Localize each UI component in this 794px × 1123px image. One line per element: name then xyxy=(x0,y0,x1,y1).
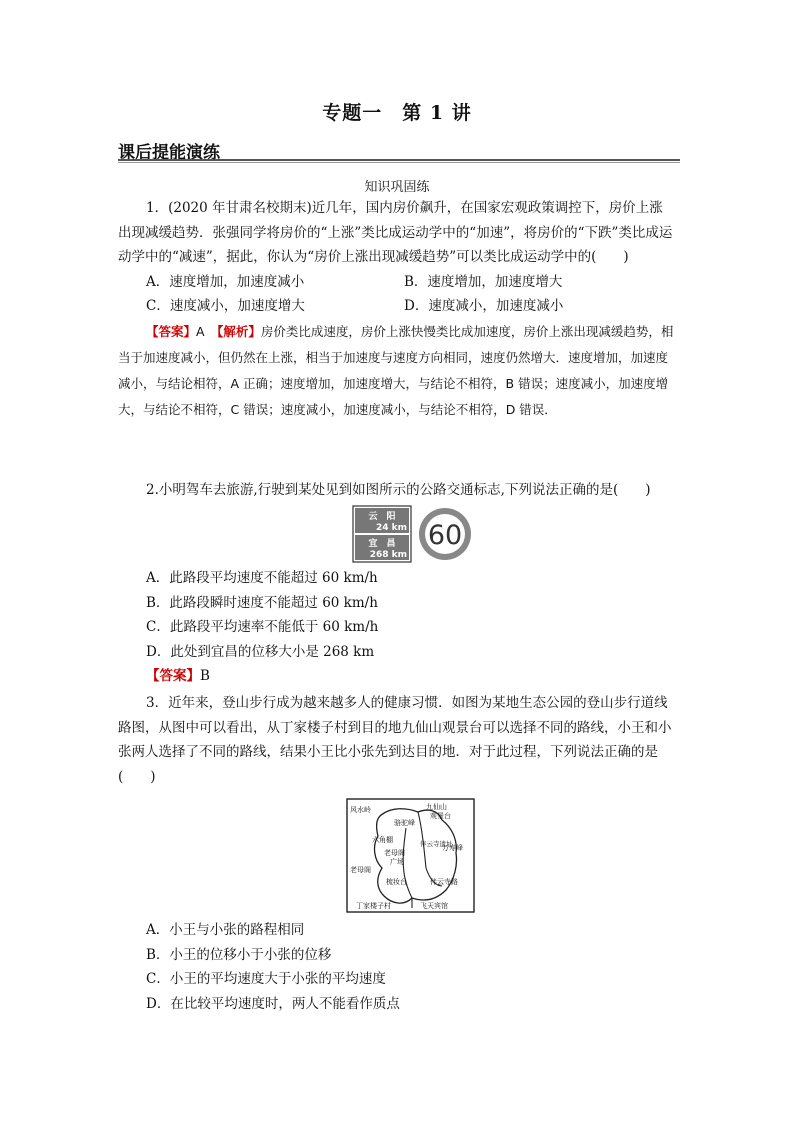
map-label-liujiaopeng: 六角棚 xyxy=(372,836,393,844)
sign-city-2: 宜 昌 xyxy=(368,539,396,549)
section-heading: 课后提能演练 xyxy=(118,143,220,163)
question-1-option-c: C．速度减小，加速度增大 xyxy=(146,298,305,314)
map-label-dingjialouzi: 丁家楼子村 xyxy=(356,902,391,910)
question-2-answer: B xyxy=(200,668,210,684)
sign-distance-2: 268 km xyxy=(369,550,407,560)
question-2 xyxy=(118,478,674,503)
section-divider xyxy=(118,159,680,163)
traffic-sign-svg xyxy=(352,505,472,563)
trail-map-figure xyxy=(346,798,476,914)
question-1-options-row-2 xyxy=(118,294,674,319)
question-2-option-b: B．此路段瞬时速度不能超过 60 km/h xyxy=(146,594,378,611)
question-2-options xyxy=(118,566,674,689)
map-label-banyunsi-road: 伴云寺路 xyxy=(430,878,458,886)
question-2-option-a: A．此路段平均速度不能超过 60 km/h xyxy=(146,570,378,586)
question-3 xyxy=(118,691,674,789)
analysis-tag: 【解析】 xyxy=(217,323,261,339)
question-3-options xyxy=(118,918,674,1016)
question-1-stem: 1．(2020 年甘肃名校期末)近几年，国内房价飙升，在国家宏观政策调控下，房价上涨出现减缓趋势．张强同学将房价的“上涨”类比成运动学中的“加速”，将房价的“下跌”类比成运动学中的“减速”，据此，你认为“房价上涨出现减缓趋势”可以类比成运动学中的( ) xyxy=(118,200,673,265)
map-label-fengshuiling: 风水岭 xyxy=(350,806,371,814)
question-1-analysis: 房价类比成速度，房价上涨快慢类比成加速度，房价上涨出现减缓趋势，相当于加速度减小，但仍然在上涨，相当于加速度与速度方向相同，速度仍然增大．速度增加，加速度减小，与结论相符，A 正确；速度增加，加速度增大，与结论不相符，B 错误；速度减小，加速度增大，与结论不相符，C 错误；速度减小，加速度减小，与结论不相符，D 错误． xyxy=(118,323,674,417)
question-3-stem: 3．近年来，登山步行成为越来越多人的健康习惯．如图为某地生态公园的登山步行道线路图，从图中可以看出，从丁家楼子村到目的地九仙山观景台可以选择不同的路线，小王和小张两人选择了不同的路线，结果小王比小张先到达目的地．对于此过程，下列说法正确的是( ) xyxy=(118,695,672,785)
question-1-option-b: B．速度增加，加速度增大 xyxy=(404,273,563,290)
map-label-banyunsi-site: 伴云寺遗址 xyxy=(420,840,453,848)
map-label-wanshoufeng: 万寿峰 xyxy=(442,844,463,852)
question-1-answer-block xyxy=(118,319,674,423)
question-2-option-c: C．此路段平均速率不能低于 60 km/h xyxy=(146,619,379,635)
subsection-heading: 知识巩固练 xyxy=(364,180,430,195)
traffic-sign-figure xyxy=(352,505,472,563)
question-3-option-d: D．在比较平均速度时，两人不能看作质点 xyxy=(146,995,400,1012)
map-label-feitian-hotel: 飞天宾馆 xyxy=(420,902,448,910)
speed-limit-value: 60 xyxy=(427,520,463,551)
map-label-laomuge: 老母阁 xyxy=(350,866,371,874)
trail-map-svg xyxy=(346,798,476,914)
map-label-luotuofeng: 骆驼峰 xyxy=(394,819,415,827)
question-3-option-c: C．小王的平均速度大于小张的平均速度 xyxy=(146,971,386,987)
question-1-answer: A xyxy=(196,323,205,339)
map-label-shuzhuangtai: 梳妆台 xyxy=(386,878,407,886)
map-label-jiuxianshan: 九仙山 xyxy=(426,803,447,811)
answer-tag: 【答案】 xyxy=(146,668,200,684)
map-label-guanjingtai: 观景台 xyxy=(430,812,451,820)
sign-city-1: 云 阳 xyxy=(368,512,396,522)
question-2-answer-line xyxy=(118,664,674,689)
question-2-option-d: D．此处到宜昌的位移大小是 268 km xyxy=(146,643,375,660)
question-1-option-d: D．速度减小，加速度减小 xyxy=(404,298,564,314)
question-3-option-b: B．小王的位移小于小张的位移 xyxy=(146,946,332,963)
question-1-options-row-1 xyxy=(118,270,674,295)
map-label-guangchang: 广场 xyxy=(390,858,404,866)
question-3-option-a: A．小王与小张的路程相同 xyxy=(146,922,305,938)
question-2-stem: 2.小明驾车去旅游,行驶到某处见到如图所示的公路交通标志,下列说法正确的是( ) xyxy=(146,482,651,498)
sign-distance-1: 24 km xyxy=(375,523,407,533)
answer-tag: 【答案】 xyxy=(146,323,197,339)
question-1-option-a: A．速度增加，加速度减小 xyxy=(146,273,305,290)
question-1 xyxy=(118,196,674,423)
page-title: 专题一 第 1 讲 xyxy=(322,102,472,124)
map-label-laomuge-plaza: 老母阁 xyxy=(384,849,405,857)
